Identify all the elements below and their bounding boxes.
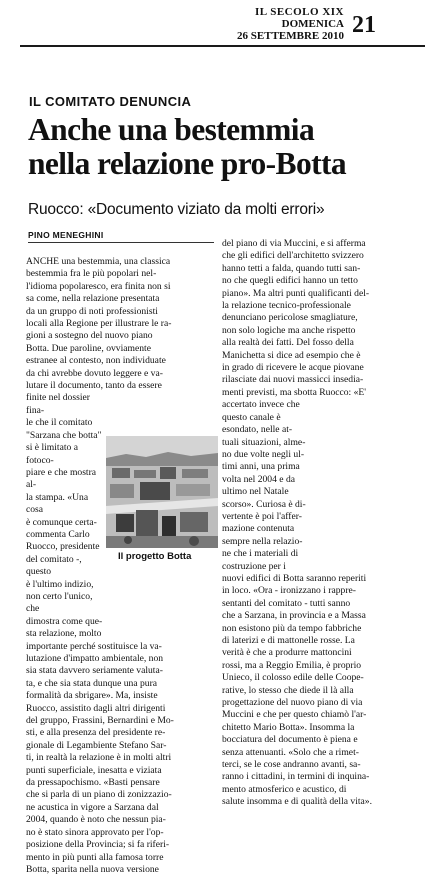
body-text-line: 2004, quando è noto che nessun pia-: [26, 814, 166, 826]
body-text-line: alla realtà dei fatti. Del fosso della: [222, 337, 354, 349]
body-text-line: non certo l'unico, che: [26, 590, 93, 615]
body-text-line: costruzione per i: [222, 560, 286, 572]
body-text-line: locali alla Regione per illustrare le ra-: [26, 318, 172, 330]
body-text-line: no che quegli edifici hanno un tetto: [222, 275, 358, 287]
body-text-line: posizione della Provincia; si fa riferi-: [26, 839, 170, 851]
body-text-line: sempre nella relazio-: [222, 535, 303, 547]
article-kicker: IL COMITATO DENUNCIA: [29, 94, 192, 109]
body-text-line: ti, in realtà la relazione è in molti altri: [26, 752, 172, 764]
body-text-line: che a Sarzana, in provincia e a Massa: [222, 610, 366, 622]
headline-line-2: nella relazione pro-Botta: [28, 146, 347, 181]
body-text-line: punti superficiale, inesatta e viziata: [26, 764, 162, 776]
body-text-line: di laterizi e di mattonelle rosse. La: [222, 635, 355, 646]
body-text-line: tuali situazioni, alme-: [222, 436, 306, 448]
body-text-line: ranno i cittadini, in termini di inquina-: [222, 771, 370, 783]
body-text-line: salute insomma e di qualità della vita».: [222, 796, 372, 808]
body-text-line: questo canale è: [222, 411, 281, 423]
body-text-line: la relazione tecnico-professionale: [222, 300, 351, 312]
newspaper-name: IL SECOLO XIX: [254, 6, 344, 18]
body-text-line: l'idioma popolaresco, era finita non si: [26, 280, 171, 292]
headline-line-1: Anche una bestemmia: [28, 112, 315, 147]
body-text-line: progettazione del nuovo piano di via: [222, 697, 363, 709]
body-text-line: Manichetta si dice ad esempio che è: [222, 349, 361, 361]
body-text-line: del gruppo, Frassini, Bernardini e Mo-: [26, 715, 174, 727]
body-text-line: mento in più punti alla famosa torre: [26, 851, 164, 863]
article-photo: [106, 436, 218, 548]
body-text-line: formalità da sbrigare». Ma, insiste: [26, 690, 158, 702]
body-text-line: da pressapochismo. «Basti pensare: [26, 777, 160, 789]
body-text-line: hanno tetti a falda, quando tutti san-: [222, 262, 361, 274]
body-text-line: rative, lo stesso che diede il là alla: [222, 684, 354, 696]
body-text-line: Ruocco, assistito dagli altri dirigenti: [26, 702, 166, 714]
right-text-column: [222, 238, 407, 809]
body-text-line: "Sarzana che botta": [26, 429, 102, 441]
article-headline: [28, 113, 423, 181]
body-text-line: sia stata davvero seriamente valuta-: [26, 665, 163, 677]
body-text-line: vertente è poi l'affer-: [222, 510, 302, 522]
body-text-line: terci, se le cose andranno avanti, sa-: [222, 759, 361, 771]
body-text-line: finite nel dossier fina-: [26, 392, 90, 416]
body-text-line: timi anni, una prima: [222, 461, 300, 473]
body-text-line: bestemmia fra le più popolari nel-: [26, 268, 157, 280]
body-text-line: ta, e che sia stata dunque una pura: [26, 677, 158, 689]
body-text-line: Botta, sparita nella nuova versione: [26, 863, 159, 875]
publication-date: 26 SETTEMBRE 2010: [237, 30, 344, 42]
body-text-line: del piano di via Muccini, e si afferma: [222, 238, 366, 249]
body-text-line: verità è che a produrre mattoncini: [222, 647, 352, 659]
article-byline: PINO MENEGHINI: [28, 230, 104, 240]
body-text-line: ANCHE una bestemmia, una classica: [26, 256, 171, 267]
body-text-line: piare e che mostra al-: [26, 466, 97, 491]
body-text-line: ultimo nel Natale: [222, 486, 289, 498]
body-text-line: sti, e alla presenza del presidente re-: [26, 727, 166, 739]
body-text-line: commenta Carlo: [26, 528, 90, 540]
body-text-line: Muccini e che per questo chiamò l'ar-: [222, 709, 367, 721]
body-text-line: si è limitato a fotoco-: [26, 442, 78, 466]
body-text-line: dimostra come que-: [26, 615, 103, 627]
body-text-line: piano». Ma altri punti qualificanti del-: [222, 287, 370, 299]
body-text-line: rossi, ma a Reggio Emilia, è proprio: [222, 659, 362, 671]
body-text-line: scorso». Curiosa è di-: [222, 498, 306, 510]
body-text-line: no è stato sinora approvato per l'op-: [26, 826, 164, 838]
body-text-line: Unieco, il colosso edile delle Coope-: [222, 672, 364, 684]
body-text-line: esondato, nelle at-: [222, 424, 293, 436]
body-text-line: del comitato -, questo: [26, 553, 82, 578]
body-text-line: gioni a sostegno del nuovo piano: [26, 330, 153, 342]
body-text-line: è comunque certa-: [26, 516, 97, 528]
body-text-line: mento atmosferico e acustico, di: [222, 783, 347, 795]
publication-day: DOMENICA: [281, 18, 344, 30]
body-text-line: chitetto Mario Botta». Insomma la: [222, 721, 355, 733]
body-text-line: menti previsti, ma sbotta Ruocco: «E': [222, 386, 367, 398]
body-text-line: bocciatura del documento è piena e: [222, 734, 358, 746]
body-text-line: sa come, nella relazione presentata: [26, 293, 160, 305]
body-text-line: lutare il documento, tanto da essere: [26, 380, 162, 392]
body-text-line: accertato invece che: [222, 399, 300, 411]
body-text-line: ne che i materiali di: [222, 548, 299, 560]
body-text-line: mazione contenuta: [222, 523, 295, 535]
body-text-line: le che il comitato: [26, 417, 93, 429]
body-text-line: senza attenuanti. «Solo che a rimet-: [222, 746, 359, 758]
body-text-line: nuovi edifici di Botta saranno reperiti: [222, 572, 367, 584]
body-text-line: sta relazione, molto: [26, 628, 102, 640]
body-text-line: è l'ultimo indizio,: [26, 578, 94, 590]
body-text-line: importante perché sostituisce la va-: [26, 640, 162, 652]
body-text-line: che si parla di un piano di zonizzazio-: [26, 789, 172, 801]
masthead: [0, 0, 430, 86]
masthead-rule: [20, 45, 425, 47]
body-text-line: in loco. «Ora - ironizzano i rappre-: [222, 585, 356, 597]
body-text-line: Ruocco, presidente: [26, 541, 100, 553]
body-text-line: non solo logiche ma anche rispetto: [222, 324, 356, 336]
city-aerial-image: [106, 436, 218, 548]
body-text-line: rilasciate dai nuovi massicci insedia-: [222, 374, 364, 386]
body-text-line: estranee al contesto, non individuate: [26, 355, 166, 367]
body-text-line: in grado di ricevere le acque piovane: [222, 362, 364, 374]
body-text-line: la stampa. «Una cosa: [26, 491, 89, 516]
body-text-line: da chi avrebbe dovuto leggere e va-: [26, 367, 163, 379]
masthead-info: [214, 6, 344, 42]
body-text-line: volta nel 2004 e da: [222, 473, 295, 485]
body-text-line: non esistono più da tempo fabbriche: [222, 622, 362, 634]
body-text-line: lutazione d'impatto ambientale, non: [26, 653, 164, 664]
photo-caption: Il progetto Botta: [118, 551, 192, 562]
body-text-line: da un gruppo di noti professionisti: [26, 305, 158, 317]
body-text-line: gionale di Legambiente Stefano Sar-: [26, 739, 167, 751]
body-text-line: che gli edifici dell'architetto svizzero: [222, 250, 364, 262]
body-text-line: denunciano pericolose smagliature,: [222, 312, 358, 324]
body-text-line: ne acustica in vigore a Sarzana dal: [26, 801, 159, 813]
byline-rule: [28, 242, 214, 243]
left-text-column: [26, 256, 214, 876]
page-number: 21: [352, 12, 376, 38]
article-subhead: Ruocco: «Documento viziato da molti errori»: [28, 201, 325, 218]
body-text-line: Botta. Due paroline, ovviamente: [26, 342, 151, 354]
body-text-line: sentanti del comitato - tutti sanno: [222, 597, 351, 609]
body-text-line: no due volte negli ul-: [222, 448, 305, 460]
